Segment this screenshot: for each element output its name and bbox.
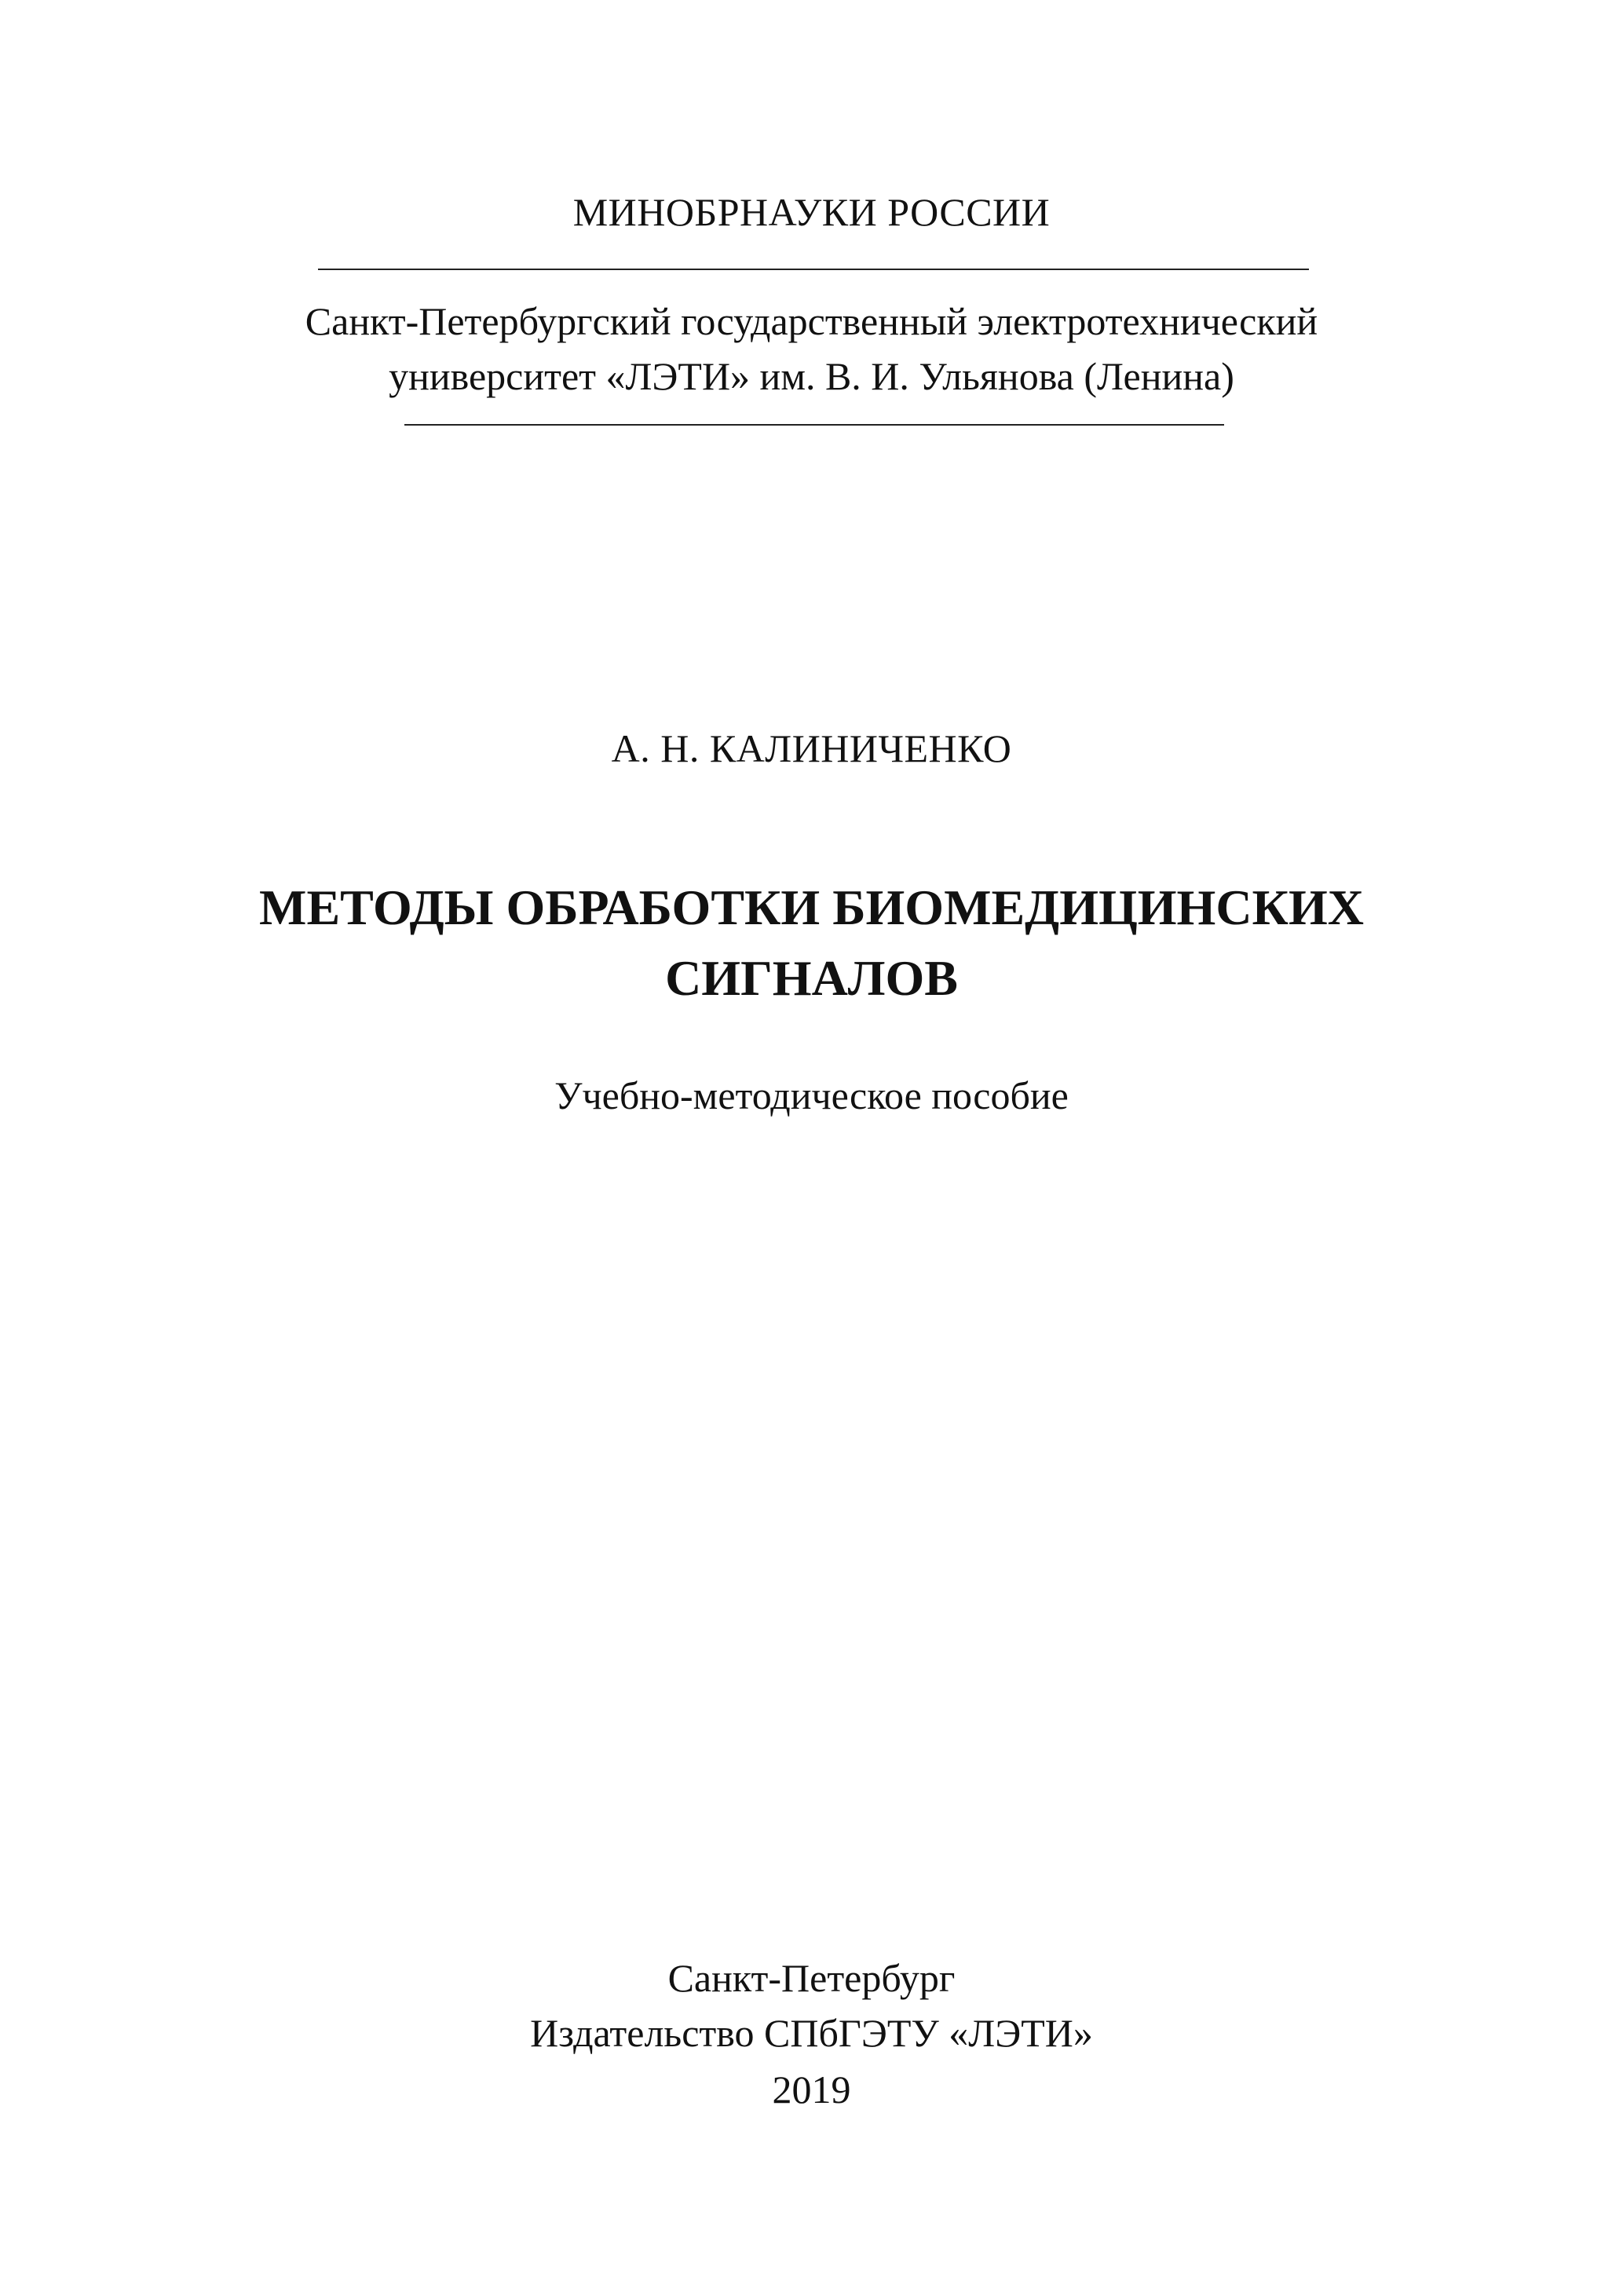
header-divider-bottom	[404, 424, 1224, 426]
book-title-line2: СИГНАЛОВ	[665, 950, 958, 1006]
university-name-line2: университет «ЛЭТИ» им. В. И. Ульянова (Ленина)	[389, 354, 1234, 398]
imprint-year: 2019	[772, 2067, 851, 2111]
author-name: А. Н. КАЛИНИЧЕНКО	[611, 726, 1012, 770]
book-subtitle: Учебно-методическое пособие	[554, 1073, 1069, 1117]
ministry-heading: МИНОБРНАУКИ РОССИИ	[572, 190, 1051, 234]
header-divider-top	[318, 269, 1309, 270]
university-name-line1: Санкт-Петербургский государственный электротехнический	[305, 299, 1318, 343]
imprint-publisher: Издательство СПбГЭТУ «ЛЭТИ»	[530, 2011, 1093, 2055]
imprint-city: Санкт-Петербург	[667, 1956, 956, 2000]
book-title-line1: МЕТОДЫ ОБРАБОТКИ БИОМЕДИЦИНСКИХ	[259, 879, 1364, 935]
